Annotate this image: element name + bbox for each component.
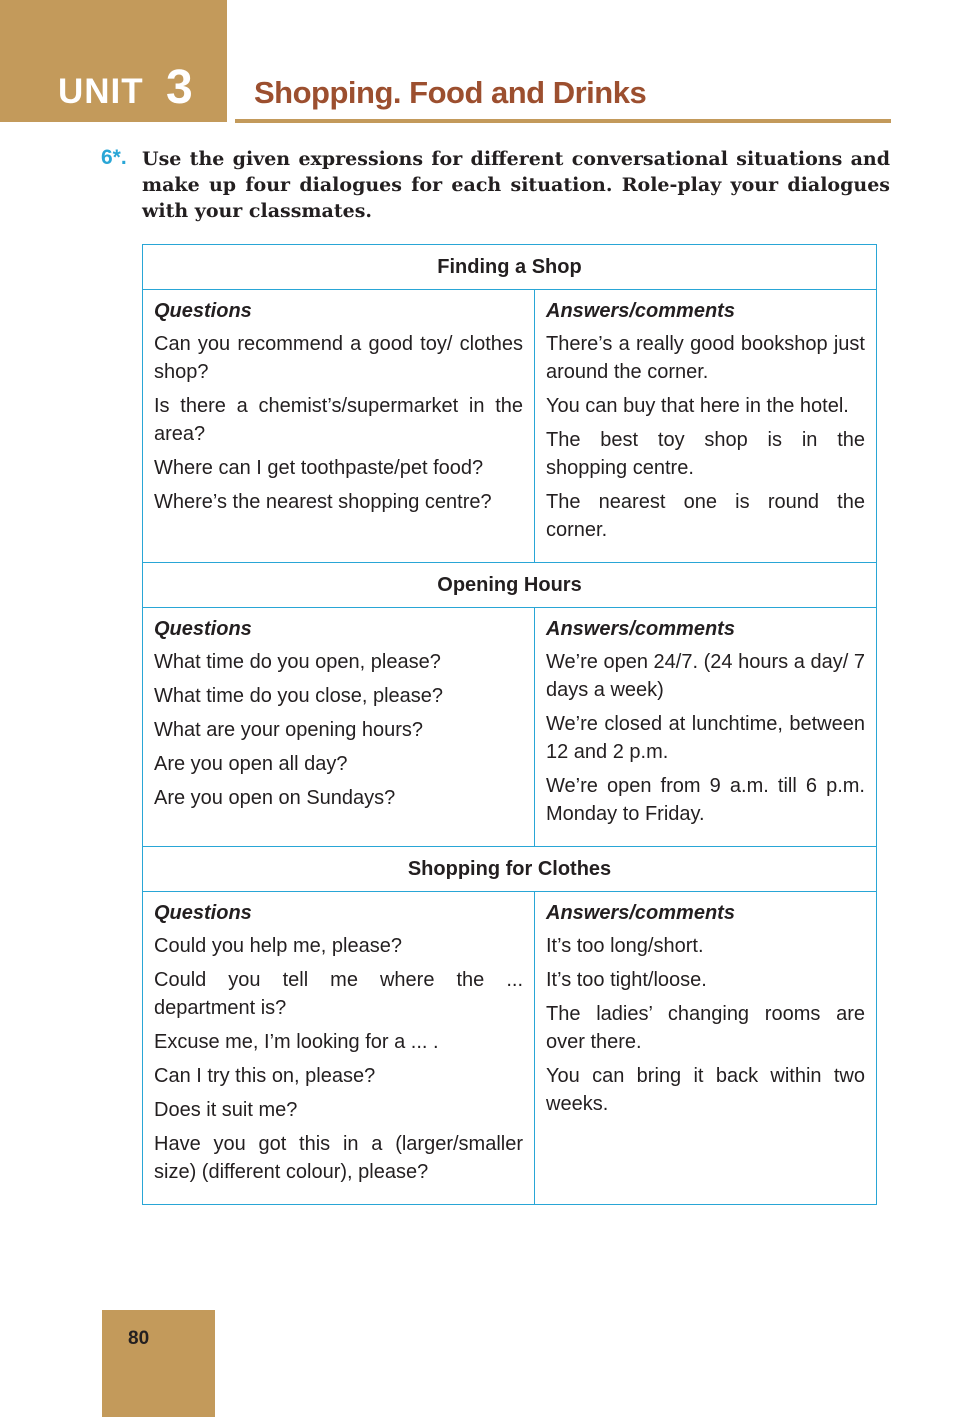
answer-item: We’re open 24/7. (24 hours a day/ 7 days a week) <box>546 651 865 701</box>
section-body-row <box>143 290 877 563</box>
answer-item: The nearest one is round the corner. <box>546 491 865 541</box>
answers-column <box>535 892 877 1205</box>
questions-column <box>143 608 535 847</box>
question-item: Does it suit me? <box>154 1099 298 1121</box>
section-title: Shopping for Clothes <box>143 847 877 892</box>
section-header-row <box>143 245 877 290</box>
question-item: Have you got this in a (larger/smaller size) (different colour), please? <box>154 1133 523 1183</box>
answers-heading: Answers/comments <box>546 618 735 640</box>
questions-list <box>154 932 523 1186</box>
unit-banner <box>0 0 227 122</box>
answers-heading: Answers/comments <box>546 902 735 924</box>
question-item: Where’s the nearest shopping centre? <box>154 491 492 513</box>
task-number: 6*. <box>101 146 127 169</box>
question-item: Could you tell me where the ... department is? <box>154 969 523 1019</box>
questions-column <box>143 892 535 1205</box>
question-item: Can I try this on, please? <box>154 1065 376 1087</box>
question-item: Are you open on Sundays? <box>154 787 396 809</box>
question-item: Could you help me, please? <box>154 935 402 957</box>
question-item: What time do you open, please? <box>154 651 441 673</box>
question-item: Excuse me, I’m looking for a ... . <box>154 1031 439 1053</box>
questions-heading: Questions <box>154 300 252 322</box>
unit-number: 3 <box>166 61 193 114</box>
section-header-row <box>143 563 877 608</box>
phrases-table <box>142 244 877 1205</box>
question-item: Where can I get toothpaste/pet food? <box>154 457 484 479</box>
answer-item: The ladies’ changing rooms are over there. <box>546 1003 865 1053</box>
page-title: Shopping. Food and Drinks <box>254 75 647 110</box>
question-item: What time do you close, please? <box>154 685 444 707</box>
answer-item: It’s too long/short. <box>546 935 704 957</box>
page-number: 80 <box>128 1328 150 1349</box>
answers-heading: Answers/comments <box>546 300 735 322</box>
questions-list <box>154 330 523 516</box>
question-item: Can you recommend a good toy/ clothes shop? <box>154 333 523 383</box>
answer-item: It’s too tight/loose. <box>546 969 707 991</box>
title-underline <box>235 119 891 123</box>
answers-column <box>535 290 877 563</box>
section-body-row <box>143 892 877 1205</box>
answers-list <box>546 330 865 544</box>
question-item: What are your opening hours? <box>154 719 424 741</box>
answers-list <box>546 932 865 1118</box>
unit-label: UNIT <box>58 72 144 111</box>
answers-column <box>535 608 877 847</box>
answer-item: You can buy that here in the hotel. <box>546 395 849 417</box>
section-body-row <box>143 608 877 847</box>
answer-item: We’re open from 9 a.m. till 6 p.m. Monday to Friday. <box>546 775 865 825</box>
question-item: Is there a chemist’s/supermarket in the area? <box>154 395 523 445</box>
section-header-row <box>143 847 877 892</box>
questions-heading: Questions <box>154 902 252 924</box>
questions-heading: Questions <box>154 618 252 640</box>
section-title: Finding a Shop <box>143 245 877 290</box>
answer-item: You can bring it back within two weeks. <box>546 1065 865 1115</box>
answers-list <box>546 648 865 828</box>
task-instruction: Use the given expressions for different conversational situations and make up four dialogues for each situation. Role-play your dialogues with your classmates. <box>142 148 890 222</box>
questions-list <box>154 648 523 812</box>
question-item: Are you open all day? <box>154 753 348 775</box>
answer-item: The best toy shop is in the shopping centre. <box>546 429 865 479</box>
page-number-tab <box>102 1310 215 1417</box>
questions-column <box>143 290 535 563</box>
section-title: Opening Hours <box>143 563 877 608</box>
answer-item: There’s a really good bookshop just around the corner. <box>546 333 865 383</box>
answer-item: We’re closed at lunchtime, between 12 and 2 p.m. <box>546 713 865 763</box>
